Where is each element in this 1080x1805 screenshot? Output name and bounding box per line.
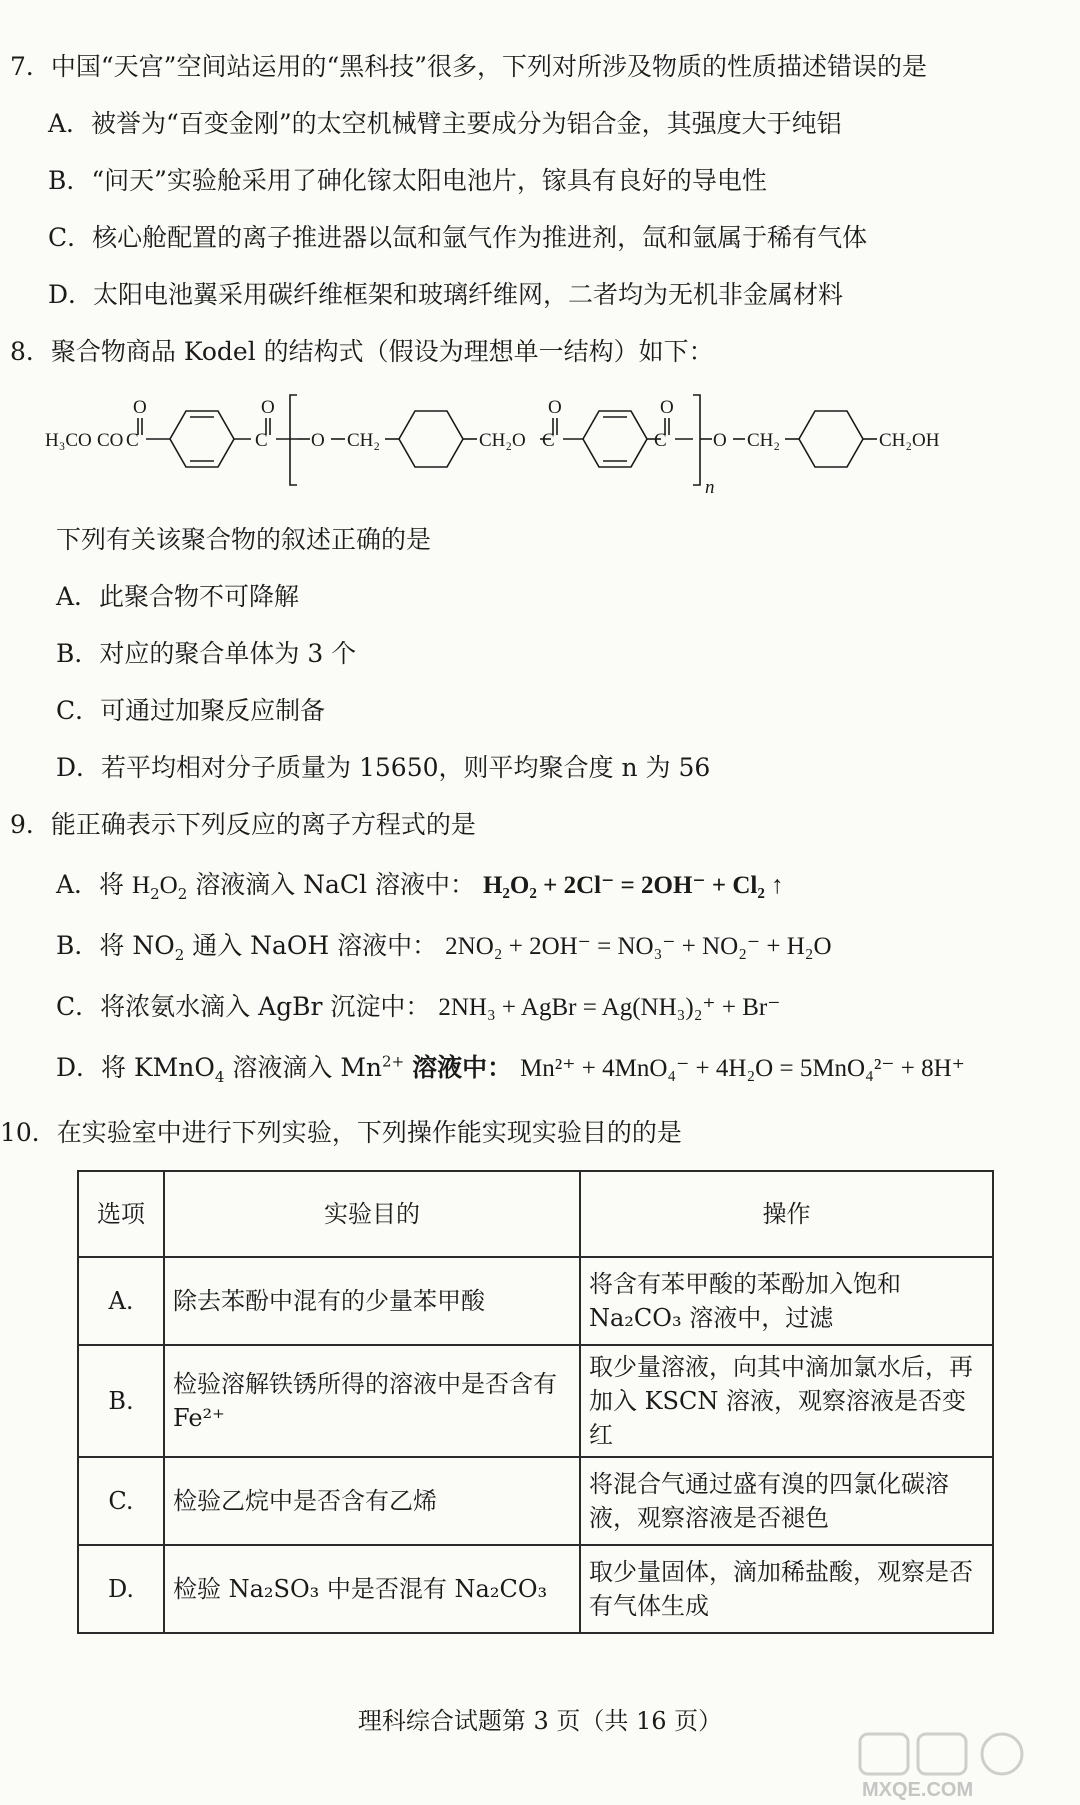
row-purpose: 检验 Na₂SO₃ 中是否混有 Na₂CO₃ <box>164 1545 580 1633</box>
q9c-equation: 2NH₃ + AgBr = Ag(NH₃)₂⁺ + Br⁻ <box>438 994 781 1021</box>
q9b-text: 通入 NaOH 溶液中： <box>192 931 438 960</box>
q9a-equation: H₂O₂ + 2Cl⁻ = 2OH⁻ + Cl₂ ↑ <box>482 872 784 899</box>
q8-prompt: 下列有关该聚合物的叙述正确的是 <box>56 525 432 554</box>
carbonyl-c-2: C <box>255 430 268 451</box>
carbonyl-o-1: O <box>133 397 147 418</box>
q9a-text: 溶液滴入 NaCl 溶液中： <box>195 870 475 899</box>
row-option: C. <box>78 1457 164 1545</box>
ch2o-label: CH₂O <box>479 430 526 451</box>
q9b-equation: 2NO₂ + 2OH⁻ = NO₃⁻ + NO₂⁻ + H₂O <box>445 933 832 960</box>
row-purpose: 检验乙烷中是否含有乙烯 <box>164 1457 580 1545</box>
q9a-label: A．将 <box>56 870 125 899</box>
header-purpose: 实验目的 <box>164 1171 580 1257</box>
row-option: D. <box>78 1545 164 1633</box>
co-group-label: CO <box>97 430 124 451</box>
q8-option-d: D．若平均相对分子质量为 15650，则平均聚合度 n 为 56 <box>56 753 711 782</box>
q9-option-a: A．将 $H_2O_2$ 溶液滴入 NaCl 溶液中： H₂O₂ + 2Cl⁻ = 2OH⁻ + Cl₂ ↑ <box>56 870 784 903</box>
q9a-o: O <box>159 872 178 899</box>
table-header-row <box>78 1171 993 1257</box>
q9a-h: H <box>132 872 151 899</box>
end-group-right: CH₂OH <box>879 430 940 451</box>
row-purpose: 除去苯酚中混有的少量苯甲酸 <box>164 1257 580 1345</box>
q7-option-d: D．太阳电池翼采用碳纤维框架和玻璃纤维网，二者均为无机非金属材料 <box>48 280 844 309</box>
table-row <box>78 1257 993 1345</box>
q9d-text1: 溶液滴入 Mn <box>232 1053 383 1082</box>
repeat-subscript-n: n <box>705 477 715 498</box>
carbonyl-o-2: O <box>261 397 275 418</box>
kodel-structure-formula <box>45 385 1045 500</box>
watermark-logo <box>852 1730 1062 1802</box>
table-row <box>78 1545 993 1633</box>
q9-option-c <box>56 990 780 1025</box>
carbonyl-c-1: C <box>126 430 139 451</box>
carbonyl-c-4: C <box>654 430 667 451</box>
ether-o-1: O <box>311 430 325 451</box>
end-group-left: H₃CO <box>45 430 92 451</box>
ch2-2: CH₂ <box>747 430 781 451</box>
carbonyl-o-3: O <box>548 397 562 418</box>
q9d-text2: 溶液中： <box>412 1053 513 1082</box>
page-footer: 理科综合试题第 3 页（共 16 页） <box>357 1707 723 1735</box>
ch2-1: CH₂ <box>347 430 381 451</box>
q9b-label: B．将 NO <box>56 931 175 960</box>
q10-stem: 10．在实验室中进行下列实验，下列操作能实现实验目的的是 <box>0 1118 682 1147</box>
q8-option-a: A．此聚合物不可降解 <box>56 582 300 611</box>
q7-option-a: A．被誉为“百变金刚”的太空机械臂主要成分为铝合金，其强度大于纯铝 <box>48 109 842 138</box>
row-operation: 取少量溶液，向其中滴加氯水后，再加入 KSCN 溶液，观察溶液是否变红 <box>580 1345 993 1457</box>
carbonyl-o-4: O <box>660 397 674 418</box>
table-row <box>78 1457 993 1545</box>
q8-stem: 8．聚合物商品 Kodel 的结构式（假设为理想单一结构）如下： <box>10 337 714 366</box>
q8-option-b: B．对应的聚合单体为 3 个 <box>56 639 357 668</box>
row-purpose: 检验溶解铁锈所得的溶液中是否含有 Fe²⁺ <box>164 1345 580 1457</box>
q9c-label: C．将浓氨水滴入 AgBr 沉淀中： <box>56 992 431 1021</box>
q9-option-b: B．将 $NO_2$ 通入 NaOH 溶液中： 2NO₂ + 2OH⁻ = NO₃⁻ + NO₂⁻ + H₂O <box>56 931 832 964</box>
table-row <box>78 1345 993 1457</box>
q9-stem: 9．能正确表示下列反应的离子方程式的是 <box>10 810 476 839</box>
q7-option-c: C．核心舱配置的离子推进器以氙和氩气作为推进剂，氙和氩属于稀有气体 <box>48 223 868 252</box>
ether-o-2: O <box>713 430 727 451</box>
experiment-table <box>77 1170 994 1634</box>
q9d-equation: Mn²⁺ + 4MnO₄⁻ + 4H₂O = 5MnO₄²⁻ + 8H⁺ <box>520 1055 965 1082</box>
row-option: B. <box>78 1345 164 1457</box>
watermark-text: MXQE.COM <box>862 1779 974 1801</box>
header-option: 选项 <box>78 1171 164 1257</box>
q7-stem: 7．中国“天宫”空间站运用的“黑科技”很多，下列对所涉及物质的性质描述错误的是 <box>10 52 928 81</box>
row-option: A. <box>78 1257 164 1345</box>
carbonyl-c-3: C <box>542 430 555 451</box>
row-operation: 将混合气通过盛有溴的四氯化碳溶液，观察溶液是否褪色 <box>580 1457 993 1545</box>
q7-option-b: B．“问天”实验舱采用了砷化镓太阳电池片，镓具有良好的导电性 <box>48 166 767 195</box>
row-operation: 取少量固体，滴加稀盐酸，观察是否有气体生成 <box>580 1545 993 1633</box>
q9d-label: D．将 KMnO <box>56 1053 215 1082</box>
row-operation: 将含有苯甲酸的苯酚加入饱和 Na₂CO₃ 溶液中，过滤 <box>580 1257 993 1345</box>
q9-option-d: D．将 KMnO$_4$ 溶液滴入 $Mn^{2+}$ 溶液中： Mn²⁺ + 4MnO₄⁻ + 4H₂O = 5MnO₄²⁻ + 8H⁺ <box>56 1052 965 1086</box>
header-operation: 操作 <box>580 1171 993 1257</box>
q8-option-c: C．可通过加聚反应制备 <box>56 696 326 725</box>
